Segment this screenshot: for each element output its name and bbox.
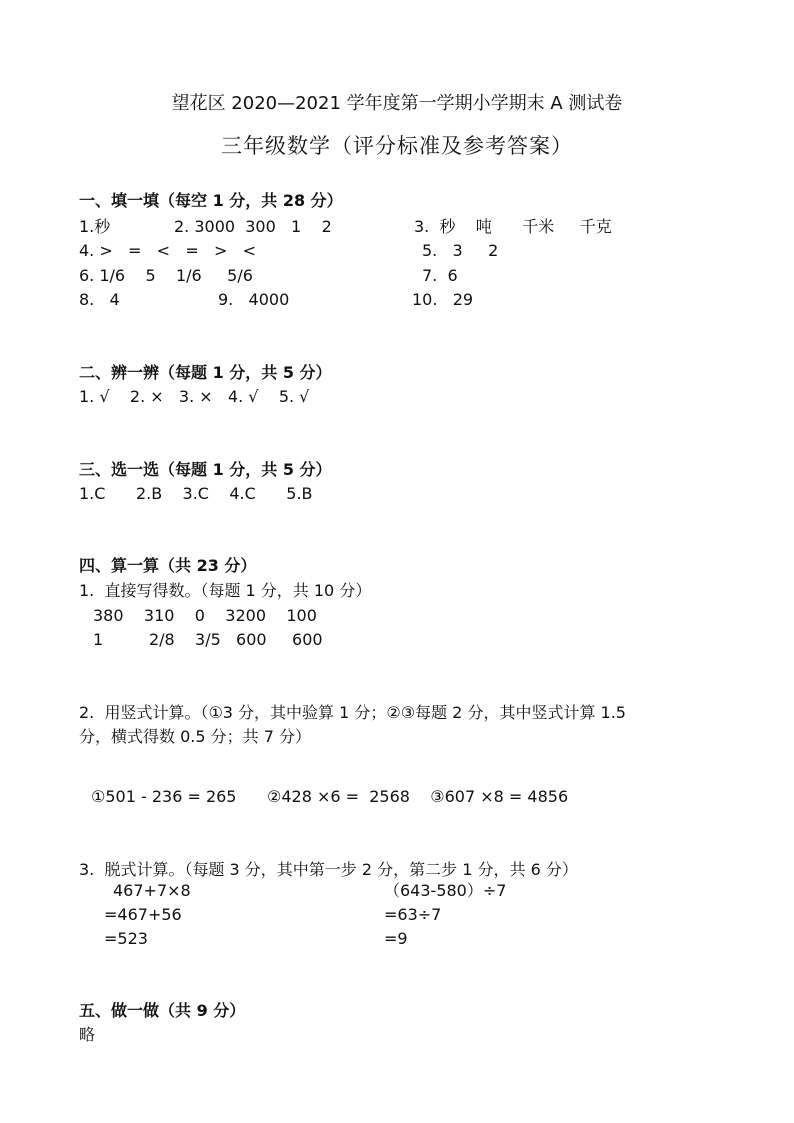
section-heading: 五、做一做（共 9 分） xyxy=(79,1001,246,1020)
answer-line: 1. √ 2. × 3. × 4. √ 5. √ xyxy=(79,387,310,406)
calc-step: 467+7×8 xyxy=(113,881,191,900)
question-label: 1. 直接写得数。（每题 1 分，共 10 分） xyxy=(79,581,372,600)
answer-cell: 5. 3 2 xyxy=(422,241,499,260)
answer-line: ①501 - 236 = 265 ②428 ×6 = 2568 ③607 ×8 = 4856 xyxy=(91,787,569,806)
document-subtitle: 三年级数学（评分标准及参考答案） xyxy=(221,134,573,158)
answer-cell: 9. 4000 xyxy=(218,290,290,309)
calc-step: （643-580）÷7 xyxy=(384,881,507,900)
answer-cell: 1.秒 xyxy=(79,217,111,236)
answer-line: 380 310 0 3200 100 xyxy=(93,606,317,625)
calc-step: =523 xyxy=(104,929,148,948)
question-label: 分，横式得数 0.5 分；共 7 分） xyxy=(79,727,311,746)
calc-step: =467+56 xyxy=(104,905,182,924)
section-heading: 三、选一选（每题 1 分，共 5 分） xyxy=(79,460,332,479)
section-heading: 二、辨一辨（每题 1 分，共 5 分） xyxy=(79,363,332,382)
answer-line: 1.C 2.B 3.C 4.C 5.B xyxy=(79,484,313,503)
answer-line: 略 xyxy=(79,1025,96,1044)
question-label: 3. 脱式计算。（每题 3 分，其中第一步 2 分，第二步 1 分，共 6 分） xyxy=(79,860,578,879)
answer-line: 1 2/8 3/5 600 600 xyxy=(93,630,323,649)
section-heading: 一、填一填（每空 1 分，共 28 分） xyxy=(79,191,343,210)
question-label: 2. 用竖式计算。（①3 分，其中验算 1 分；②③每题 2 分，其中竖式计算 1.5 xyxy=(79,703,626,722)
calc-step: =9 xyxy=(384,929,408,948)
answer-cell: 4. > = < = > < xyxy=(79,241,257,260)
section-heading: 四、算一算（共 23 分） xyxy=(79,556,257,575)
answer-cell: 7. 6 xyxy=(422,266,458,285)
calc-step: =63÷7 xyxy=(384,905,442,924)
answer-cell: 3. 秒 吨 千米 千克 xyxy=(414,217,612,236)
document-title: 望花区 2020—2021 学年度第一学期小学期末 A 测试卷 xyxy=(171,93,623,114)
answer-cell: 10. 29 xyxy=(412,290,474,309)
answer-cell: 8. 4 xyxy=(79,290,120,309)
answer-cell: 6. 1/6 5 1/6 5/6 xyxy=(79,266,253,285)
answer-cell: 2. 3000 300 1 2 xyxy=(174,217,332,236)
